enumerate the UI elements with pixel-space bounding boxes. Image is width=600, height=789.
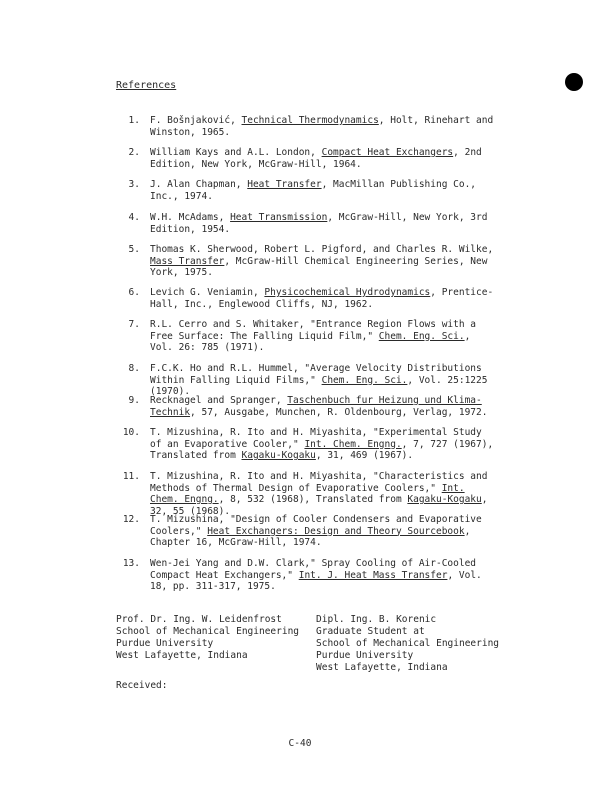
reference-text: F.C.K. Ho and R.L. Hummel, "Average Velocity Distributions Within Falling Liquid Films," Chem. Eng. Sci., Vol. 25:1225 (1970). bbox=[150, 363, 488, 397]
reference-number: 5. bbox=[128, 244, 140, 255]
reference-number: 1. bbox=[128, 115, 140, 126]
reference-text: Recknagel and Spranger, Taschenbuch fur Heizung und Klima-Technik, 57, Ausgabe, Munchen, R. Oldenbourg, Verlag, 1972. bbox=[150, 395, 488, 418]
reference-item bbox=[114, 244, 494, 279]
reference-number: 13. bbox=[122, 558, 140, 569]
signature-block-left bbox=[116, 614, 299, 662]
reference-number: 3. bbox=[128, 179, 140, 190]
signature-line: West Lafayette, Indiana bbox=[316, 662, 448, 673]
reference-text: William Kays and A.L. London, Compact Heat Exchangers, 2nd Edition, New York, McGraw-Hill, 1964. bbox=[150, 147, 482, 170]
received-label: Received: bbox=[116, 680, 168, 691]
reference-item bbox=[114, 212, 494, 235]
reference-item bbox=[114, 395, 494, 418]
signature-line: Purdue University bbox=[316, 650, 414, 661]
signature-line: Graduate Student at bbox=[316, 626, 425, 637]
reference-item bbox=[114, 147, 494, 170]
signature-line: Purdue University bbox=[116, 638, 214, 649]
reference-number: 7. bbox=[128, 319, 140, 330]
references-heading: References bbox=[116, 80, 177, 91]
reference-item bbox=[114, 471, 494, 517]
reference-number: 6. bbox=[128, 287, 140, 298]
reference-text: Wen-Jei Yang and D.W. Clark," Spray Cooling of Air-Cooled Compact Heat Exchangers," Int. J. Heat Mass Transfer, Vol. 18, pp. 311-317, 1975. bbox=[150, 558, 482, 592]
reference-number: 11. bbox=[122, 471, 140, 482]
reference-number: 2. bbox=[128, 147, 140, 158]
signature-line: West Lafayette, Indiana bbox=[116, 650, 248, 661]
punch-hole bbox=[565, 73, 583, 91]
page-number: C-40 bbox=[288, 738, 312, 749]
reference-number: 12. bbox=[122, 514, 140, 525]
signature-line: Dipl. Ing. B. Korenic bbox=[316, 614, 437, 625]
reference-number: 4. bbox=[128, 212, 140, 223]
reference-item bbox=[114, 179, 494, 202]
reference-text: W.H. McAdams, Heat Transmission, McGraw-Hill, New York, 3rd Edition, 1954. bbox=[150, 212, 488, 235]
reference-text: Thomas K. Sherwood, Robert L. Pigford, and Charles R. Wilke, Mass Transfer, McGraw-Hill Chemical Engineering Series, New York, 1975. bbox=[150, 244, 494, 278]
reference-text: T. Mizushina, R. Ito and H. Miyashita, "Characteristics and Methods of Thermal Design of Evaporative Coolers," Int. Chem. Engng., 8, 532 (1968), Translated from Kagaku-Kogaku, 32, 55 (1968). bbox=[150, 471, 488, 517]
reference-text: F. Bošnjaković, Technical Thermodynamics, Holt, Rinehart and Winston, 1965. bbox=[150, 115, 494, 138]
reference-text: T. Mizushina, R. Ito and H. Miyashita, "Experimental Study of an Evaporative Cooler," Int. Chem. Engng., 7, 727 (1967), Translated from Kagaku-Kogaku, 31, 469 (1967). bbox=[150, 427, 494, 461]
reference-item bbox=[114, 115, 494, 138]
signature-block-right bbox=[316, 614, 499, 674]
reference-item bbox=[114, 427, 494, 462]
reference-item bbox=[114, 514, 494, 549]
reference-number: 9. bbox=[128, 395, 140, 406]
signature-line: Prof. Dr. Ing. W. Leidenfrost bbox=[116, 614, 282, 625]
reference-item bbox=[114, 287, 494, 310]
reference-number: 8. bbox=[128, 363, 140, 374]
reference-text: Levich G. Veniamin, Physicochemical Hydrodynamics, Prentice-Hall, Inc., Englewood Cliffs, NJ, 1962. bbox=[150, 287, 494, 310]
reference-text: R.L. Cerro and S. Whitaker, "Entrance Region Flows with a Free Surface: The Falling Liquid Film," Chem. Eng. Sci., Vol. 26: 785 (1971). bbox=[150, 319, 477, 353]
reference-item bbox=[114, 363, 494, 398]
reference-item bbox=[114, 319, 494, 354]
reference-number: 10. bbox=[122, 427, 140, 438]
signature-line: School of Mechanical Engineering bbox=[116, 626, 300, 637]
reference-text: J. Alan Chapman, Heat Transfer, MacMillan Publishing Co., Inc., 1974. bbox=[150, 179, 477, 202]
reference-item bbox=[114, 558, 494, 593]
signature-line: School of Mechanical Engineering bbox=[316, 638, 500, 649]
reference-text: T. Mizushina, "Design of Cooler Condensers and Evaporative Coolers," Heat Exchangers: Design and Theory Sourcebook, Chapter 16, McGraw-Hill, 1974. bbox=[150, 514, 482, 548]
